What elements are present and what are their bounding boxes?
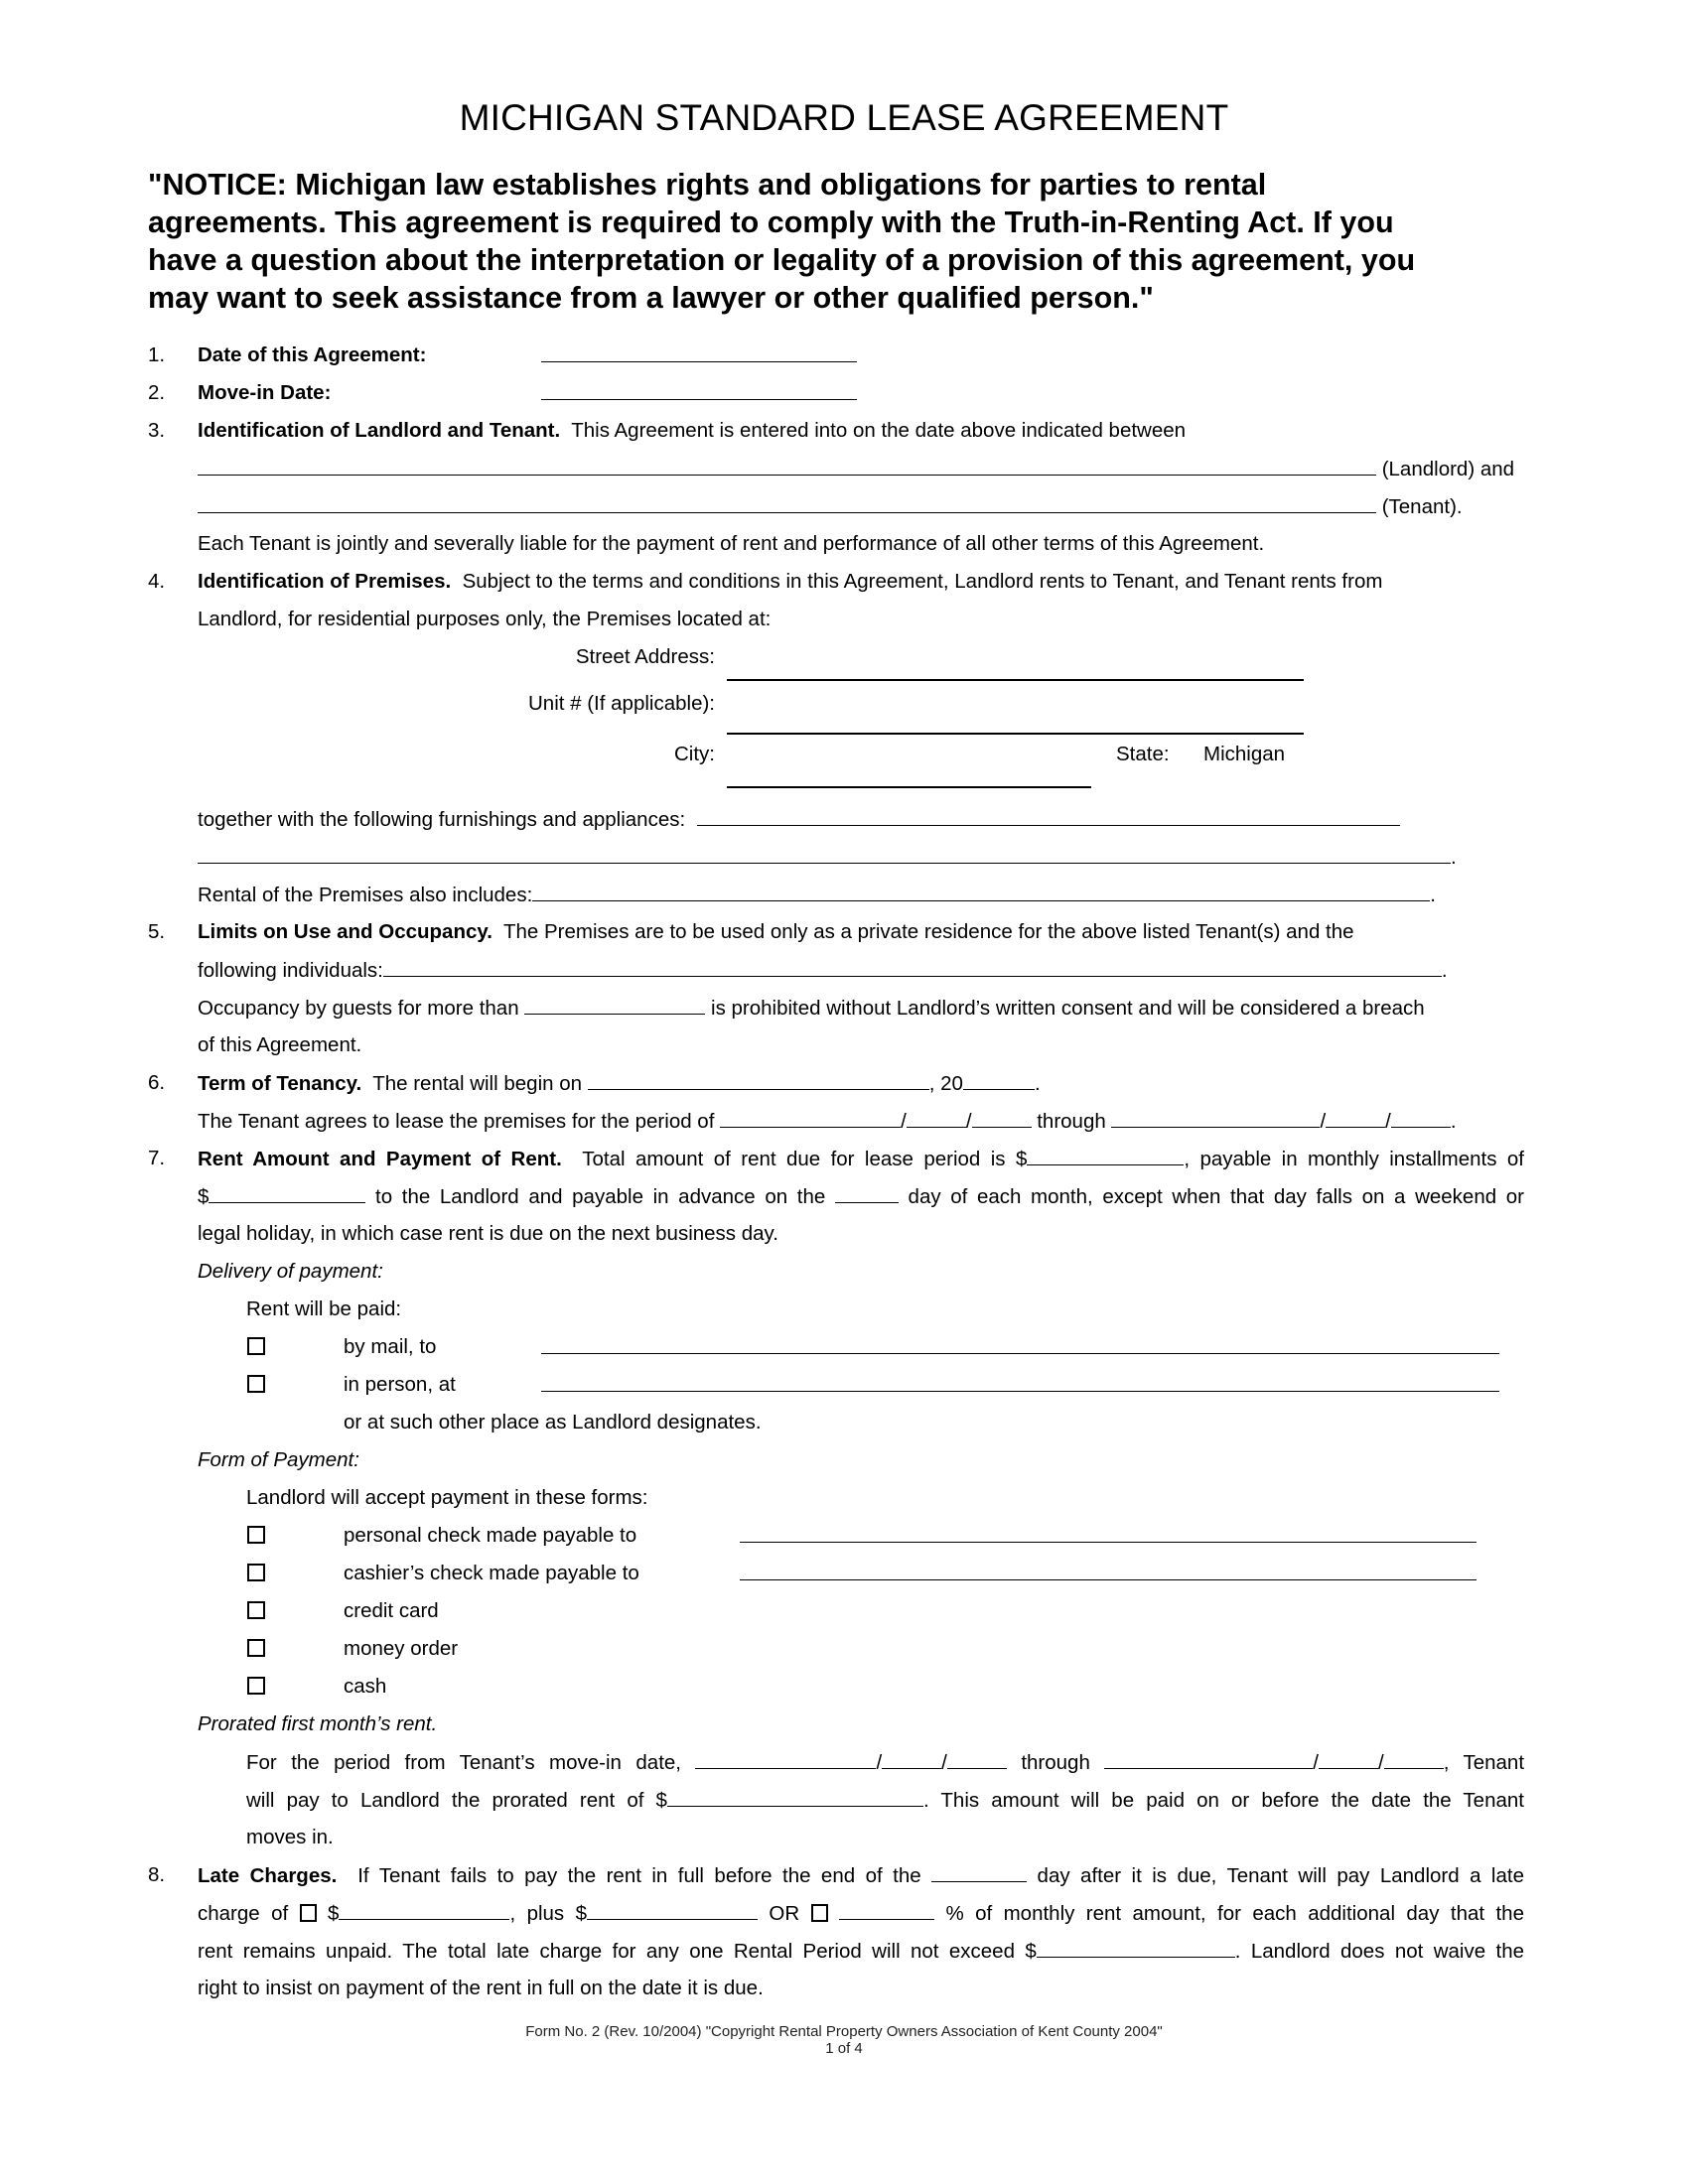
cashiers-check-payee-field[interactable] [740,1562,1477,1580]
lease-start-month-field[interactable] [720,1109,901,1128]
charge-of-label: charge of [198,1902,289,1925]
period: . [1441,959,1448,982]
landlord-name-field[interactable] [198,457,1376,476]
guests-text-3: of this Agreement. [198,1033,362,1056]
section-3-text: Identification of Landlord and Tenant. This Agreement is entered into on the date above indicated between [198,419,1187,442]
rental-begin-year-field[interactable] [963,1071,1035,1090]
slash: / [1385,1110,1391,1133]
section-7-text-e: legal holiday, in which case rent is due on the next business day. [198,1222,778,1245]
move-in-date-label: Move-in Date: [198,381,332,404]
rental-includes-label: Rental of the Premises also includes: [198,884,533,906]
by-mail-checkbox[interactable] [247,1337,265,1355]
prorated-start-day-field[interactable] [882,1750,941,1769]
personal-check-payee-field[interactable] [740,1524,1477,1543]
section-8-text-d: . Landlord does not waive the [1234,1940,1524,1963]
cash-checkbox[interactable] [247,1677,265,1695]
furnishings-field-2[interactable] [198,845,1451,864]
section-8-heading: Late Charges. [198,1864,338,1887]
state-label: State: [1116,743,1170,765]
section-8-text-e: right to insist on payment of the rent in full on the date it is due. [198,1977,764,1999]
other-place-text: or at such other place as Landlord designates. [344,1411,762,1433]
lease-start-day-field[interactable] [907,1109,966,1128]
section-6-text: The rental will begin on [372,1072,583,1095]
move-in-date-field[interactable] [541,381,857,400]
item-number: 5. [148,920,166,943]
prorated-text-e: moves in. [246,1826,334,1848]
furnishings-label: together with the following furnishings and appliances: [198,808,686,831]
section-5-text: Limits on Use and Occupancy. The Premises are to be used only as a private residence for the above listed Tenant(s) and the [198,920,1354,943]
section-7-heading: Rent Amount and Payment of Rent. [198,1148,562,1170]
section-6-heading: Term of Tenancy. [198,1072,362,1095]
section-4-text: Identification of Premises. Subject to the terms and conditions in this Agreement, Landlord rents to Tenant, and Tenant rents from [198,570,1383,593]
notice-line-2: agreements. This agreement is required to comply with the Truth-in-Renting Act. If you [148,205,1394,239]
or-label: OR [769,1902,800,1925]
prorated-text-c: will pay to Landlord the prorated rent of $ [246,1789,667,1812]
item-number: 1. [148,343,166,366]
late-fee-percent-field[interactable] [839,1901,934,1920]
year-prefix: , 20 [928,1072,963,1095]
credit-card-checkbox[interactable] [247,1601,265,1619]
notice-line-1: "NOTICE: Michigan law establishes rights and obligations for parties to rental [148,168,1267,202]
prorated-text-a: For the period from Tenant’s move-in date, [246,1751,681,1774]
tenant-label: (Tenant). [1381,495,1463,518]
prorated-text-b: , Tenant [1443,1751,1525,1774]
footer-page-number: 1 of 4 [825,2040,863,2057]
street-address-label: Street Address: [575,645,715,668]
late-fee-amount-field[interactable] [339,1901,509,1920]
by-mail-address-field[interactable] [541,1335,1499,1354]
delivery-heading: Delivery of payment: [198,1260,383,1283]
personal-check-checkbox[interactable] [247,1526,265,1544]
date-of-agreement-label: Date of this Agreement: [198,343,427,366]
prorated-start-month-field[interactable] [695,1750,876,1769]
slash: / [1378,1751,1384,1774]
percent-text: % of monthly rent amount, for each additional day that the [945,1902,1524,1925]
total-rent-field[interactable] [1027,1147,1184,1165]
rental-begin-date-field[interactable] [588,1071,929,1090]
state-value: Michigan [1203,743,1286,765]
dollar-sign: $ [328,1902,340,1925]
section-7-text-c: to the Landlord and payable in advance on the [375,1185,826,1208]
notice-line-3: have a question about the interpretation or legality of a provision of this agreement, you [148,243,1416,277]
due-day-field[interactable] [835,1184,899,1203]
percent-fee-checkbox[interactable] [811,1904,828,1922]
rental-includes-field[interactable] [532,883,1430,901]
section-7-text: Total amount of rent due for lease period is $ [582,1148,1028,1170]
unit-number-field[interactable] [727,733,1304,735]
prorated-end-month-field[interactable] [1104,1750,1313,1769]
furnishings-field[interactable] [697,807,1400,826]
cash-label: cash [344,1675,387,1698]
date-of-agreement-field[interactable] [541,343,857,362]
individuals-field[interactable] [383,958,1442,977]
form-of-payment-heading: Form of Payment: [198,1448,359,1471]
prorated-start-year-field[interactable] [947,1750,1007,1769]
in-person-address-field[interactable] [541,1373,1499,1392]
money-order-label: money order [344,1637,459,1660]
individuals-label: following individuals: [198,959,383,982]
dollar-sign: $ [198,1185,210,1208]
guests-text: Occupancy by guests for more than [198,997,519,1020]
lease-start-year-field[interactable] [972,1109,1032,1128]
item-number: 8. [148,1863,166,1886]
section-7-text-d: day of each month, except when that day falls on a weekend or [908,1185,1524,1208]
accept-forms-label: Landlord will accept payment in these forms: [246,1486,648,1509]
personal-check-label: personal check made payable to [344,1524,637,1547]
period: . [1430,884,1436,906]
credit-card-label: credit card [344,1599,439,1622]
item-number: 4. [148,570,166,593]
notice-line-4: may want to seek assistance from a lawyer or other qualified person." [148,281,1154,315]
slash: / [965,1110,972,1133]
lease-end-day-field[interactable] [1326,1109,1385,1128]
slash: / [876,1751,883,1774]
money-order-checkbox[interactable] [247,1639,265,1657]
prorated-end-year-field[interactable] [1384,1750,1444,1769]
slash: / [901,1110,907,1133]
in-person-label: in person, at [344,1373,456,1396]
guests-text-2: is prohibited without Landlord’s written consent and will be considered a breach [711,997,1425,1020]
rent-paid-label: Rent will be paid: [246,1297,402,1320]
slash: / [1320,1110,1327,1133]
period: . [1451,846,1457,869]
cashiers-check-checkbox[interactable] [247,1564,265,1581]
plus-label: , plus $ [509,1902,587,1925]
section-8-text-c: rent remains unpaid. The total late charge for any one Rental Period will not exceed $ [198,1940,1037,1963]
landlord-label: (Landlord) and [1381,458,1515,480]
period: . [1034,1072,1041,1095]
prorated-rent-field[interactable] [667,1788,923,1807]
item-number: 6. [148,1071,166,1094]
period: . [1450,1110,1457,1133]
footer-copyright: Form No. 2 (Rev. 10/2004) "Copyright Rental Property Owners Association of Kent County 2004" [525,2023,1163,2040]
daily-late-fee-field[interactable] [587,1901,758,1920]
slash: / [1313,1751,1319,1774]
street-address-field[interactable] [727,679,1304,681]
unit-number-label: Unit # (If applicable): [527,692,715,715]
prorated-text-d: . This amount will be paid on or before the date the Tenant [922,1789,1524,1812]
by-mail-label: by mail, to [344,1335,437,1358]
max-late-charge-field[interactable] [1037,1939,1235,1958]
city-field[interactable] [727,786,1091,788]
prorated-heading: Prorated first month’s rent. [198,1712,438,1735]
grace-day-field[interactable] [931,1863,1027,1882]
section-7-text-b: , payable in monthly installments of [1184,1148,1524,1170]
section-8-text-b: day after it is due, Tenant will pay Landlord a late [1037,1864,1524,1887]
item-number: 7. [148,1147,166,1169]
section-4-text-2: Landlord, for residential purposes only, the Premises located at: [198,608,772,630]
tenant-name-field[interactable] [198,494,1376,513]
joint-liability-text: Each Tenant is jointly and severally liable for the payment of rent and performance of all other terms of this Agreement. [198,532,1265,555]
section-8-text-a: If Tenant fails to pay the rent in full before the end of the [357,1864,921,1887]
in-person-checkbox[interactable] [247,1375,265,1393]
monthly-installment-field[interactable] [209,1184,365,1203]
document-title: MICHIGAN STANDARD LEASE AGREEMENT [459,97,1229,138]
slash: / [941,1751,947,1774]
cashiers-check-label: cashier’s check made payable to [344,1562,639,1584]
city-label: City: [674,743,715,765]
guest-days-field[interactable] [524,996,705,1015]
lease-end-year-field[interactable] [1391,1109,1451,1128]
lease-period-text: The Tenant agrees to lease the premises for the period of [198,1110,715,1133]
lease-end-month-field[interactable] [1111,1109,1320,1128]
through-label: through [1037,1110,1106,1133]
prorated-end-day-field[interactable] [1319,1750,1378,1769]
item-number: 2. [148,381,166,404]
flat-fee-checkbox[interactable] [300,1904,317,1922]
through-label: through [1021,1751,1090,1774]
item-number: 3. [148,419,166,442]
